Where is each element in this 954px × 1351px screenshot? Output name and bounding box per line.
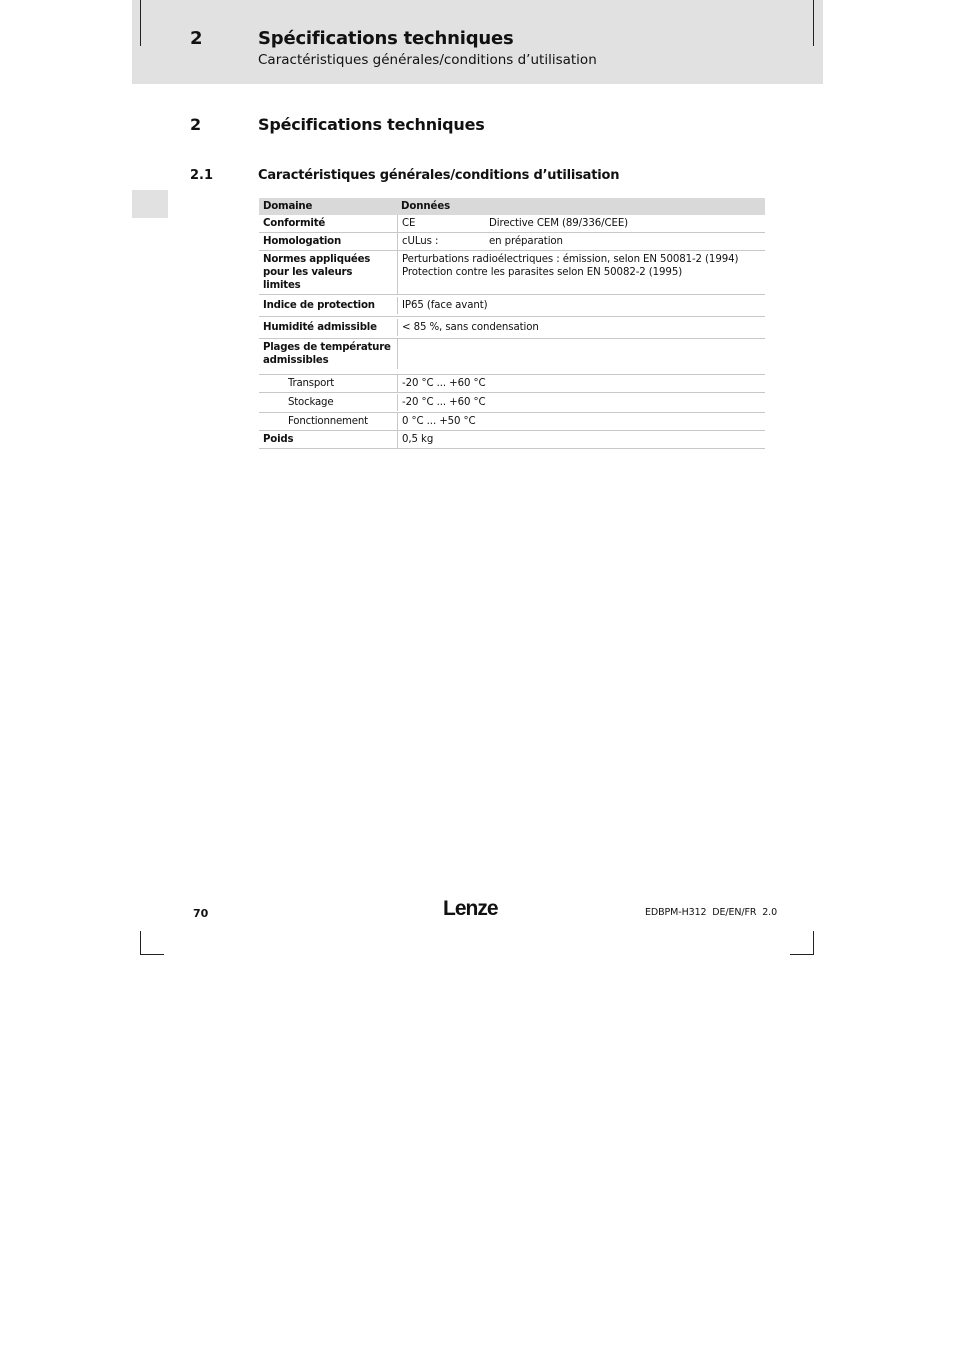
row-label: Homologation	[263, 236, 342, 247]
header-chapter-title: Spécifications techniques	[258, 28, 514, 49]
table-row-humidite	[259, 317, 765, 339]
section-number: 2	[190, 115, 202, 134]
row-label: Fonctionnement	[288, 416, 368, 427]
row-label: Humidité admissible	[263, 322, 377, 333]
spec-table	[259, 198, 765, 449]
subsection-number: 2.1	[190, 168, 214, 183]
row-label: Plages de température admissibles	[263, 342, 391, 366]
crop-mark-bottom-left-h	[140, 954, 164, 955]
table-header-donnees: Données	[401, 201, 451, 212]
value-text: en préparation	[489, 236, 563, 247]
table-row-transport	[259, 375, 765, 393]
crop-mark-bottom-right-h	[790, 954, 814, 955]
table-row-temperature	[259, 339, 765, 375]
crop-mark-top-right	[813, 0, 814, 46]
row-value	[397, 215, 765, 232]
table-row-conformite	[259, 215, 765, 233]
value-line-2: Protection contre les parasites selon EN 50082-2 (1995)	[402, 267, 683, 278]
crop-mark-bottom-left-v	[140, 931, 141, 955]
value-key: cULus :	[402, 236, 439, 247]
subsection-title: Caractéristiques générales/conditions d’utilisation	[258, 168, 620, 183]
row-value: IP65 (face avant)	[397, 297, 765, 314]
row-label: Stockage	[288, 397, 334, 408]
table-row-normes	[259, 251, 765, 295]
page-number: 70	[193, 907, 209, 920]
value-line-1: Perturbations radioélectriques : émission, selon EN 50081-2 (1994)	[402, 254, 739, 265]
header-subtitle: Caractéristiques générales/conditions d’utilisation	[258, 52, 597, 68]
row-label: Transport	[288, 378, 335, 389]
row-value: 0 °C ... +50 °C	[397, 413, 765, 430]
table-row-homologation	[259, 233, 765, 251]
row-value	[397, 339, 765, 369]
table-header-domaine: Domaine	[263, 201, 313, 212]
document-id: EDBPM-H312 DE/EN/FR 2.0	[645, 907, 778, 918]
row-value: 0,5 kg	[397, 431, 765, 448]
row-value	[397, 233, 765, 250]
row-value	[397, 251, 765, 294]
table-row-poids	[259, 431, 765, 449]
table-row-protection	[259, 295, 765, 317]
row-value: < 85 %, sans condensation	[397, 319, 765, 336]
row-label: Normes appliquées pour les valeurs limites	[263, 254, 371, 291]
logo-text: Lenze	[443, 897, 498, 919]
chapter-side-tab	[132, 190, 168, 218]
value-key: CE	[402, 218, 416, 229]
section-title: Spécifications techniques	[258, 115, 485, 134]
row-value: -20 °C ... +60 °C	[397, 394, 765, 411]
table-row-stockage	[259, 393, 765, 413]
row-label: Conformité	[263, 218, 326, 229]
row-label: Poids	[263, 434, 294, 445]
value-text: Directive CEM (89/336/CEE)	[489, 218, 629, 229]
row-label: Indice de protection	[263, 300, 375, 311]
crop-mark-bottom-right-v	[813, 931, 814, 955]
table-row-fonctionnement	[259, 413, 765, 431]
crop-mark-top-left	[140, 0, 141, 46]
table-header-row	[259, 198, 765, 215]
row-value: -20 °C ... +60 °C	[397, 375, 765, 392]
header-chapter-number: 2	[190, 28, 203, 49]
lenze-logo	[443, 897, 507, 923]
